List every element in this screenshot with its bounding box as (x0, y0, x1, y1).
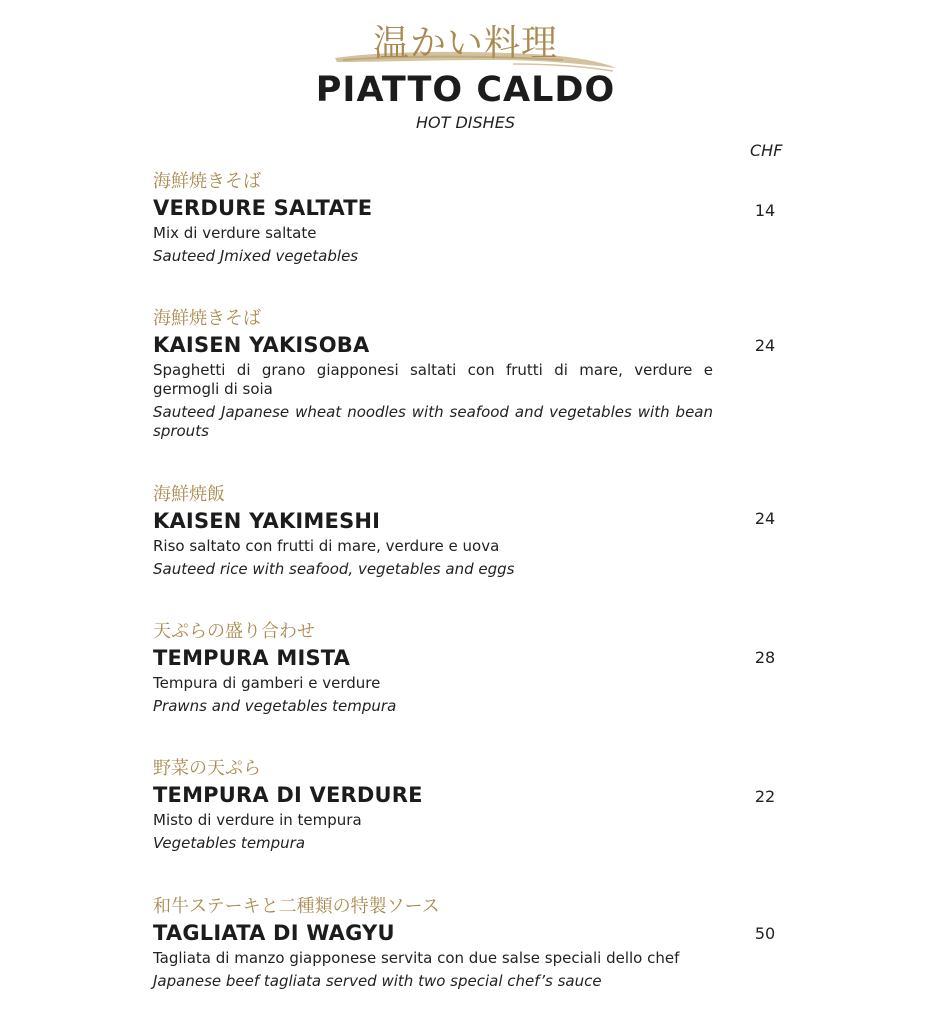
item-name-japanese: 野菜の天ぷら (153, 758, 261, 779)
item-price: 24 (754, 509, 776, 528)
item-description-italian: Misto di verdure in tempura (153, 811, 362, 829)
item-name: TEMPURA DI VERDURE (153, 783, 423, 807)
item-description-english: Japanese beef tagliata served with two special chef’s sauce (153, 972, 602, 990)
menu-item (153, 307, 713, 441)
item-description-italian: Tempura di gamberi e verdure (153, 674, 381, 692)
item-description-italian: Spaghetti di grano giapponesi saltati con frutti di mare, verdure e germogli di soia (153, 361, 713, 398)
item-name: KAISEN YAKIMESHI (153, 509, 381, 533)
item-name-japanese: 海鮮焼飯 (153, 484, 225, 505)
item-price: 22 (754, 787, 776, 806)
item-description-english: Prawns and vegetables tempura (153, 697, 397, 715)
item-description-italian: Tagliata di manzo giapponese servita con due salse speciali dello chef (153, 949, 680, 967)
title-japanese: 温かい料理 (372, 23, 558, 64)
item-price: 24 (754, 336, 776, 355)
menu-item (153, 620, 713, 716)
title-english: HOT DISHES (416, 113, 515, 132)
item-price: 50 (754, 924, 776, 943)
item-name: VERDURE SALTATE (153, 196, 373, 220)
item-name-japanese: 天ぷらの盛り合わせ (153, 621, 315, 642)
currency-label: CHF (750, 141, 783, 160)
item-name: KAISEN YAKISOBA (153, 333, 370, 357)
item-price: 14 (754, 201, 776, 220)
item-name-japanese: 海鮮焼きそば (153, 171, 261, 192)
menu-item (153, 483, 713, 579)
item-description-italian: Riso saltato con frutti di mare, verdure e uova (153, 537, 500, 555)
menu-item (153, 170, 713, 266)
item-description-english: Sauteed rice with seafood, vegetables and eggs (153, 560, 515, 578)
item-name-japanese: 海鮮焼きそば (153, 308, 261, 329)
item-name: TAGLIATA DI WAGYU (153, 921, 395, 945)
menu-header (0, 0, 931, 140)
item-name: TEMPURA MISTA (153, 646, 351, 670)
item-name-japanese: 和牛ステーキと二種類の特製ソース (153, 896, 440, 917)
item-description-english: Sauteed Japanese wheat noodles with seafood and vegetables with bean sprouts (153, 403, 713, 440)
title-italian: PIATTO CALDO (315, 70, 616, 110)
item-price: 28 (754, 648, 776, 667)
menu-item (153, 757, 713, 853)
menu-item (153, 895, 713, 991)
item-description-english: Sauteed Jmixed vegetables (153, 247, 359, 265)
item-description-english: Vegetables tempura (153, 834, 306, 852)
item-description-italian: Mix di verdure saltate (153, 224, 317, 242)
